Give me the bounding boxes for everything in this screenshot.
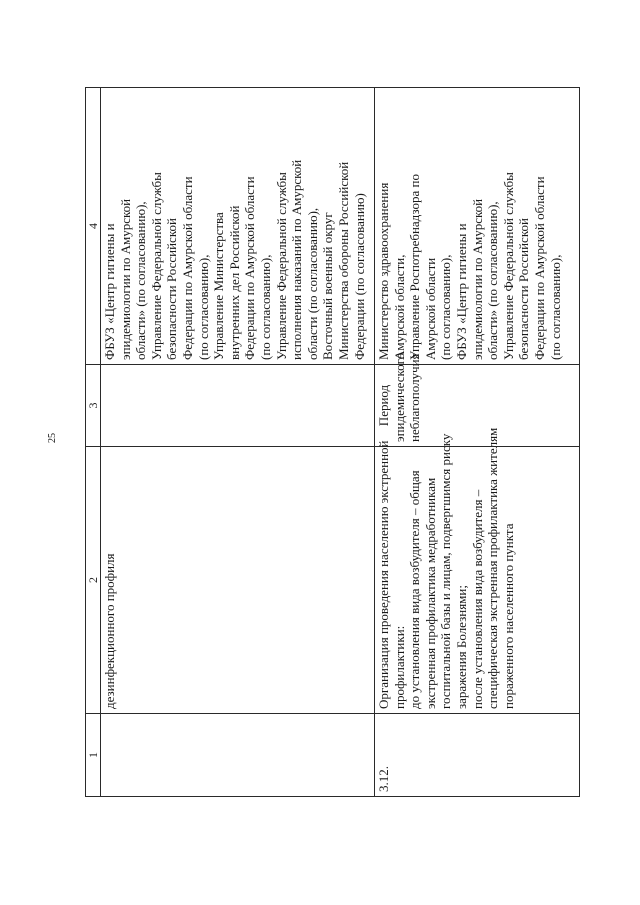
row1-executor-line: Управление Федеральной службы	[148, 172, 164, 360]
measures-table	[85, 87, 580, 797]
row2-executor-line: (по согласованию),	[547, 254, 563, 360]
table-row	[375, 88, 580, 797]
row1-executor-line: Федерации по Амурской области	[242, 176, 258, 360]
row1-activity: дезинфекционного профиля	[101, 447, 375, 714]
row1-executor-line: эпидемиологии по Амурской	[117, 198, 133, 360]
row1-executor-line: ФБУЗ «Центр гигиены и	[102, 223, 117, 360]
row2-executor-line: безопасности Российской	[516, 218, 532, 360]
row2-activity-line: специфическая экстренная профилактика жителям	[485, 427, 501, 709]
row2-activity-line: до установления вида возбудителя – общая	[407, 470, 423, 709]
header-col-2: 2	[86, 447, 101, 714]
row1-executor-line: исполнения наказаний по Амурской	[289, 159, 305, 360]
row1-executor-line: Федерации (по согласованию)	[351, 193, 367, 360]
row2-executor-line: Министерство здравоохранения	[376, 182, 391, 360]
row1-executor-line: области» (по согласованию),	[133, 201, 149, 360]
row2-executor-line: (по согласованию),	[438, 254, 454, 360]
row1-executor-line: внутренних дел Российской	[226, 205, 242, 360]
row2-period-line: неблагополучия	[407, 353, 423, 442]
row2-executors	[375, 88, 580, 365]
row1-executor-line: Управление Федеральной службы	[273, 172, 289, 360]
row2-executor-line: Амурской области,	[391, 254, 407, 360]
row2-executor-line: эпидемиологии по Амурской	[469, 198, 485, 360]
row1-executor-line: Управление Министерства	[211, 212, 227, 360]
row2-executor-line: Управление Роспотребнадзора по	[407, 174, 423, 360]
page-number: 25	[47, 433, 58, 443]
row2-executor-line: ФБУЗ «Центр гигиены и	[453, 223, 469, 360]
row2-executor-line: области» (по согласованию),	[485, 201, 501, 360]
row1-executor-line: (по согласованию),	[195, 254, 211, 360]
row2-activity-line: Организация проведения населению экстренной	[376, 440, 391, 709]
row2-executor-line: Федерации по Амурской области	[531, 176, 547, 360]
row1-number	[101, 714, 375, 797]
row1-executor-line: Восточный военный округ	[320, 212, 336, 360]
header-col-1: 1	[86, 714, 101, 797]
row1-executor-line: (по согласованию),	[257, 254, 273, 360]
row2-activity-line: профилактики:	[391, 625, 407, 709]
row2-activity-line: экстренная профилактика медработникам	[422, 477, 438, 709]
row2-period	[375, 352, 580, 447]
row2-executor-line: Амурской области	[422, 257, 438, 360]
header-col-4: 4	[86, 88, 101, 365]
table-header-row	[86, 88, 101, 797]
row2-activity-line: пораженного населенного пункта	[500, 523, 516, 709]
row1-executor-line: Федерации по Амурской области	[179, 176, 195, 360]
row1-period	[101, 365, 375, 447]
row2-period-line: Период	[376, 384, 391, 427]
row2-activity-line: заражения Болезнями;	[453, 585, 469, 709]
row2-executor-line: Управление Федеральной службы	[500, 172, 516, 360]
row2-activity-line: госпитальной базы и лицам, подвергшимся риску	[438, 433, 454, 709]
row1-executors	[101, 88, 375, 365]
row2-activity-line: после установления вида возбудителя –	[469, 489, 485, 709]
row2-number: 3.12.	[375, 714, 580, 797]
row1-executor-line: безопасности Российской	[164, 218, 180, 360]
header-col-3: 3	[86, 365, 101, 447]
row1-executor-line: области (по согласованию),	[304, 207, 320, 360]
table-row	[101, 88, 375, 797]
row2-period-line: эпидемического	[391, 352, 407, 442]
row2-activity	[375, 427, 580, 714]
row1-executor-line: Министерства обороны Российской	[335, 161, 351, 360]
